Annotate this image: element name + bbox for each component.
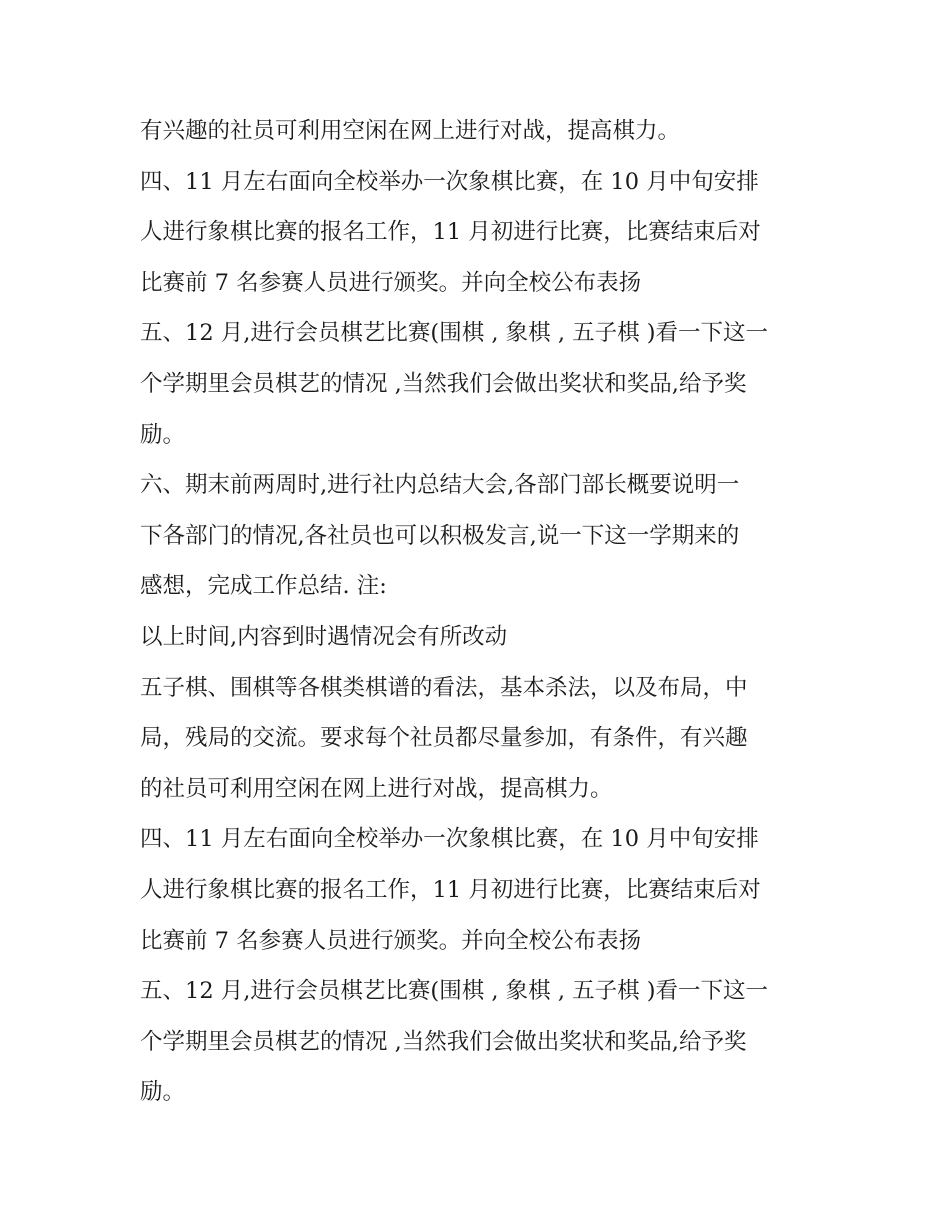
text-line: 励。 <box>140 421 186 448</box>
text-line: 四、11 月左右面向全校举办一次象棋比赛，在 10 月中旬安排 <box>140 826 759 853</box>
text-line: 下各部门的情况,各社员也可以积极发言,说一下这一学期来的 <box>140 522 740 549</box>
text-line: 感想，完成工作总结. 注: <box>140 573 387 600</box>
text-line: 比赛前 7 名参赛人员进行颁奖。并向全校公布表扬 <box>140 269 642 296</box>
text-line: 个学期里会员棋艺的情况 ,当然我们会做出奖状和奖品,给予奖 <box>140 1028 747 1055</box>
text-line: 个学期里会员棋艺的情况 ,当然我们会做出奖状和奖品,给予奖 <box>140 370 747 397</box>
text-line: 六、期末前两周时,进行社内总结大会,各部门部长概要说明一 <box>140 472 740 499</box>
text-line: 局，残局的交流。要求每个社员都尽量参加，有条件，有兴趣 <box>140 725 748 752</box>
text-line: 五、12 月,进行会员棋艺比赛(围棋 , 象棋 , 五子棋 )看一下这一 <box>140 320 769 347</box>
text-line: 有兴趣的社员可利用空闲在网上进行对战，提高棋力。 <box>140 118 681 144</box>
text-line: 五、12 月,进行会员棋艺比赛(围棋 , 象棋 , 五子棋 )看一下这一 <box>140 978 769 1005</box>
text-line: 人进行象棋比赛的报名工作，11 月初进行比赛，比赛结束后对 <box>140 876 761 903</box>
text-line: 比赛前 7 名参赛人员进行颁奖。并向全校公布表扬 <box>140 927 642 954</box>
text-line: 五子棋、围棋等各棋类棋谱的看法，基本杀法，以及布局，中 <box>140 674 748 701</box>
text-line: 四、11 月左右面向全校举办一次象棋比赛，在 10 月中旬安排 <box>140 168 759 195</box>
document-body <box>140 106 812 1118</box>
text-line: 的社员可利用空闲在网上进行对战，提高棋力。 <box>140 775 613 802</box>
text-line: 以上时间,内容到时遇情况会有所改动 <box>140 623 508 650</box>
text-line: 励。 <box>140 1079 186 1106</box>
text-line: 人进行象棋比赛的报名工作，11 月初进行比赛，比赛结束后对 <box>140 219 761 246</box>
